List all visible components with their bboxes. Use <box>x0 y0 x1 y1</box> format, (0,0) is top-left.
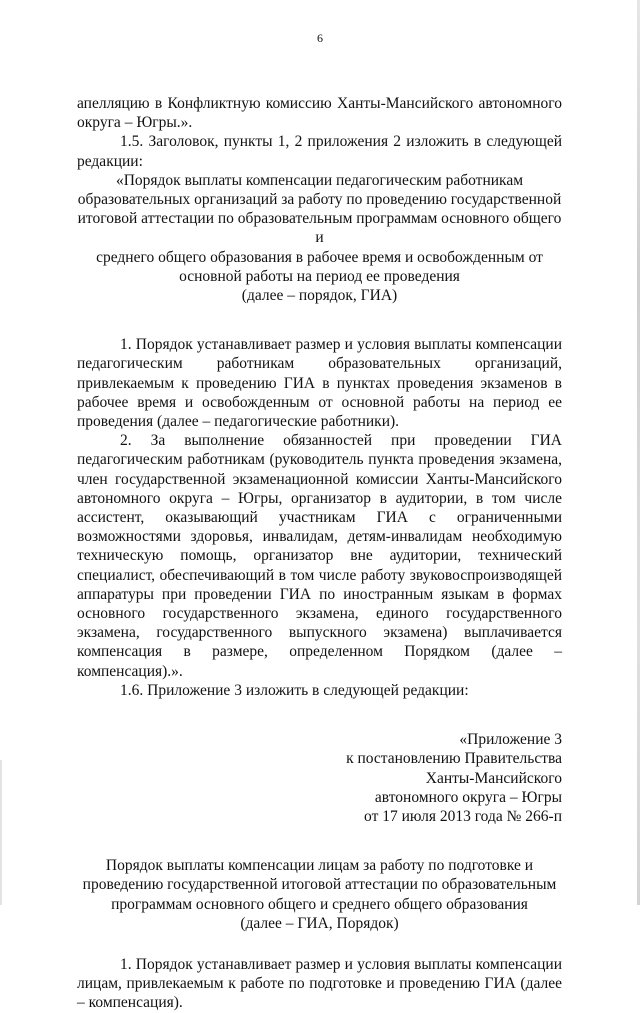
title-line: (далее – порядок, ГИА) <box>241 287 398 305</box>
scan-edge-left <box>0 760 2 905</box>
paragraph-intro: апелляцию в Конфликтную комиссию Ханты-Мансийского автономного округа – Югры.». <box>77 95 562 132</box>
title-line: «Порядок выплаты компенсации педагогическим работникам <box>115 171 524 189</box>
appendix-line: «Приложение 3 <box>459 731 562 749</box>
title-appendix-2 <box>77 171 562 305</box>
appendix-line: от 17 июля 2013 года № 266-п <box>364 807 562 825</box>
appendix-line: к постановлению Правительства <box>346 750 562 768</box>
page-number: 6 <box>317 31 323 45</box>
appendix-3-header <box>77 730 562 826</box>
paragraph-1-6: 1.6. Приложение 3 изложить в следующей редакции: <box>120 681 469 699</box>
title-line: проведению государственной итоговой аттестации по образовательным <box>82 876 557 894</box>
appendix-line: Ханты-Мансийского <box>425 769 562 787</box>
paragraph-1-5: 1.5. Заголовок, пункты 1, 2 приложения 2 изложить в следующей редакции: <box>77 133 562 170</box>
title-line: (далее – ГИА, Порядок) <box>240 914 399 932</box>
paragraph-point-1: 1. Порядок устанавливает размер и условия выплаты компенсации педагогическим работникам образовательных организаций, привлекаемым к проведению ГИА в пунктах проведения экзаменов в рабочее время и освобожденным от основной работы на период ее проведения (далее – педагогические работники). <box>77 336 562 431</box>
paragraph-last: 1. Порядок устанавливает размер и условия выплаты компенсации лицам, привлекаемым к работе по подготовке и проведению ГИА (далее – компенсация). <box>77 955 562 1012</box>
title-line: программам основного общего и среднего общего образования <box>111 895 528 913</box>
appendix-line: автономного округа – Югры <box>374 788 562 806</box>
title-line: итоговой аттестации по образовательным программам основного общего и <box>77 210 562 247</box>
title-line: среднего общего образования в рабочее время и освобожденным от <box>96 248 543 266</box>
document-body <box>77 94 562 1013</box>
title-line: образовательных организаций за работу по проведению государственной <box>77 191 562 209</box>
title-line: Порядок выплаты компенсации лицам за работу по подготовке и <box>105 857 534 875</box>
title-line: основной работы на период ее проведения <box>179 267 460 285</box>
paragraph-point-2: 2. За выполнение обязанностей при проведении ГИА педагогическим работникам (руководитель пункта проведения экзамена, член государственной экзаменационной комиссии Ханты-Мансийского автономного округа – Югры, организатор в аудитории, в том числе ассистент, оказывающий участникам ГИА с ограниченными возможностями здоровья, инвалидам, детям-инвалидам необходимую техническую помощь, организатор вне аудитории, технический специалист, обеспечивающий в том числе работу звуковоспроизводящей аппаратуры при проведении ГИА по иностранным языкам в формах основного государственного экзамена, единого государственного экзамена, государственного выпускного экзамена) выплачивается компенсация в размере, определенном Порядком (далее – компенсация).». <box>77 432 562 680</box>
title-appendix-3 <box>77 856 562 933</box>
